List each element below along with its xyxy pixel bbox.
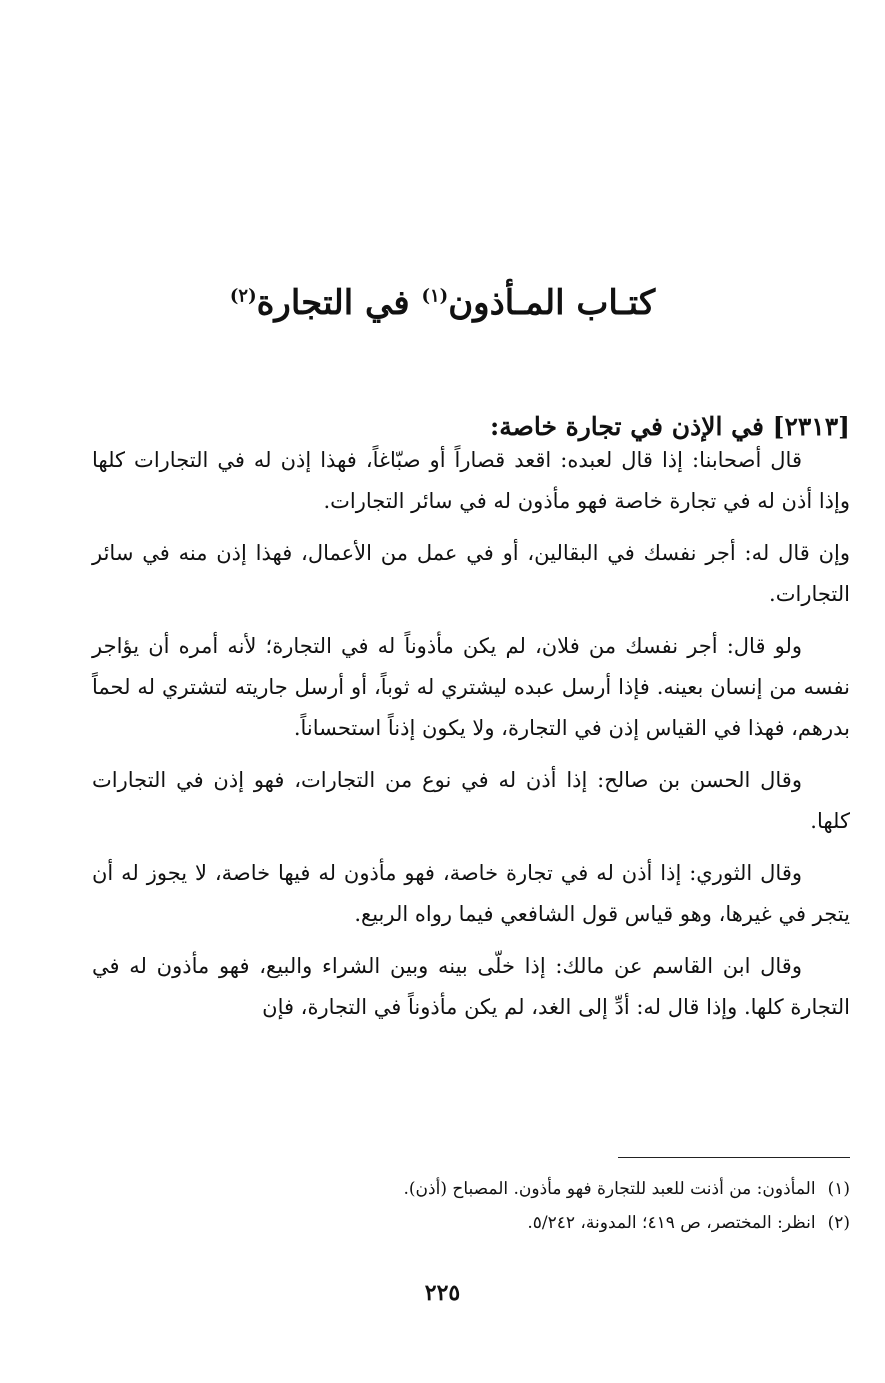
footnote	[70, 1206, 850, 1240]
footnotes	[70, 1172, 850, 1240]
footnote-ref-1: (١)	[421, 285, 449, 307]
book-title	[0, 273, 885, 333]
paragraph: وقال الحسن بن صالح: إذا أذن له في نوع من التجارات، فهو إذن في التجارات كلها.	[92, 768, 850, 833]
paragraph: وإن قال له: أجر نفسك في البقالين، أو في عمل من الأعمال، فهذا إذن منه في سائر التجارات.	[92, 541, 850, 606]
page-number: ٢٢٥	[424, 1280, 461, 1306]
book-title-part2: في التجارة	[256, 282, 422, 323]
book-title-part1: كتـاب المـأذون	[448, 282, 656, 323]
paragraph: قال أصحابنا: إذا قال لعبده: اقعد قصاراً أو صبّاغاً، فهذا إذن له في التجارات كلها وإذا أذن له في تجارة خاصة فهو مأذون له في سائر التجارات.	[92, 448, 850, 513]
footnote	[70, 1172, 850, 1206]
footnote-ref-2: (٢)	[229, 285, 257, 307]
footnote-number: (٢)	[827, 1213, 850, 1233]
footnote-text: المأذون: من أذنت للعبد للتجارة فهو مأذون. المصباح (أذن).	[403, 1179, 816, 1199]
paragraph: ولو قال: أجر نفسك من فلان، لم يكن مأذوناً له في التجارة؛ لأنه أمره أن يؤاجر نفسه من إنسان بعينه. فإذا أرسل عبده ليشتري له ثوباً، أو أرسل جاريته لتشتري له لحماً بدرهم، فهذا في القياس إذن في التجارة، ولا يكون إذناً استحساناً.	[92, 634, 850, 740]
body-text	[92, 440, 850, 1039]
footnote-number: (١)	[827, 1179, 850, 1199]
footnote-text: انظر: المختصر، ص ٤١٩؛ المدونة، ٥/٢٤٢.	[527, 1213, 816, 1233]
footnote-separator	[618, 1157, 850, 1158]
paragraph: وقال الثوري: إذا أذن له في تجارة خاصة، فهو مأذون له فيها خاصة، لا يجوز له أن يتجر في غيرها، وهو قياس قول الشافعي فيما رواه الربيع.	[92, 861, 850, 926]
paragraph: وقال ابن القاسم عن مالك: إذا خلّى بينه وبين الشراء والبيع، فهو مأذون له في التجارة كلها. وإذا قال له: أدِّ إلى الغد، لم يكن مأذوناً في التجارة، فإن	[92, 954, 850, 1019]
section-heading: [٢٣١٣] في الإذن في تجارة خاصة:	[490, 411, 850, 441]
